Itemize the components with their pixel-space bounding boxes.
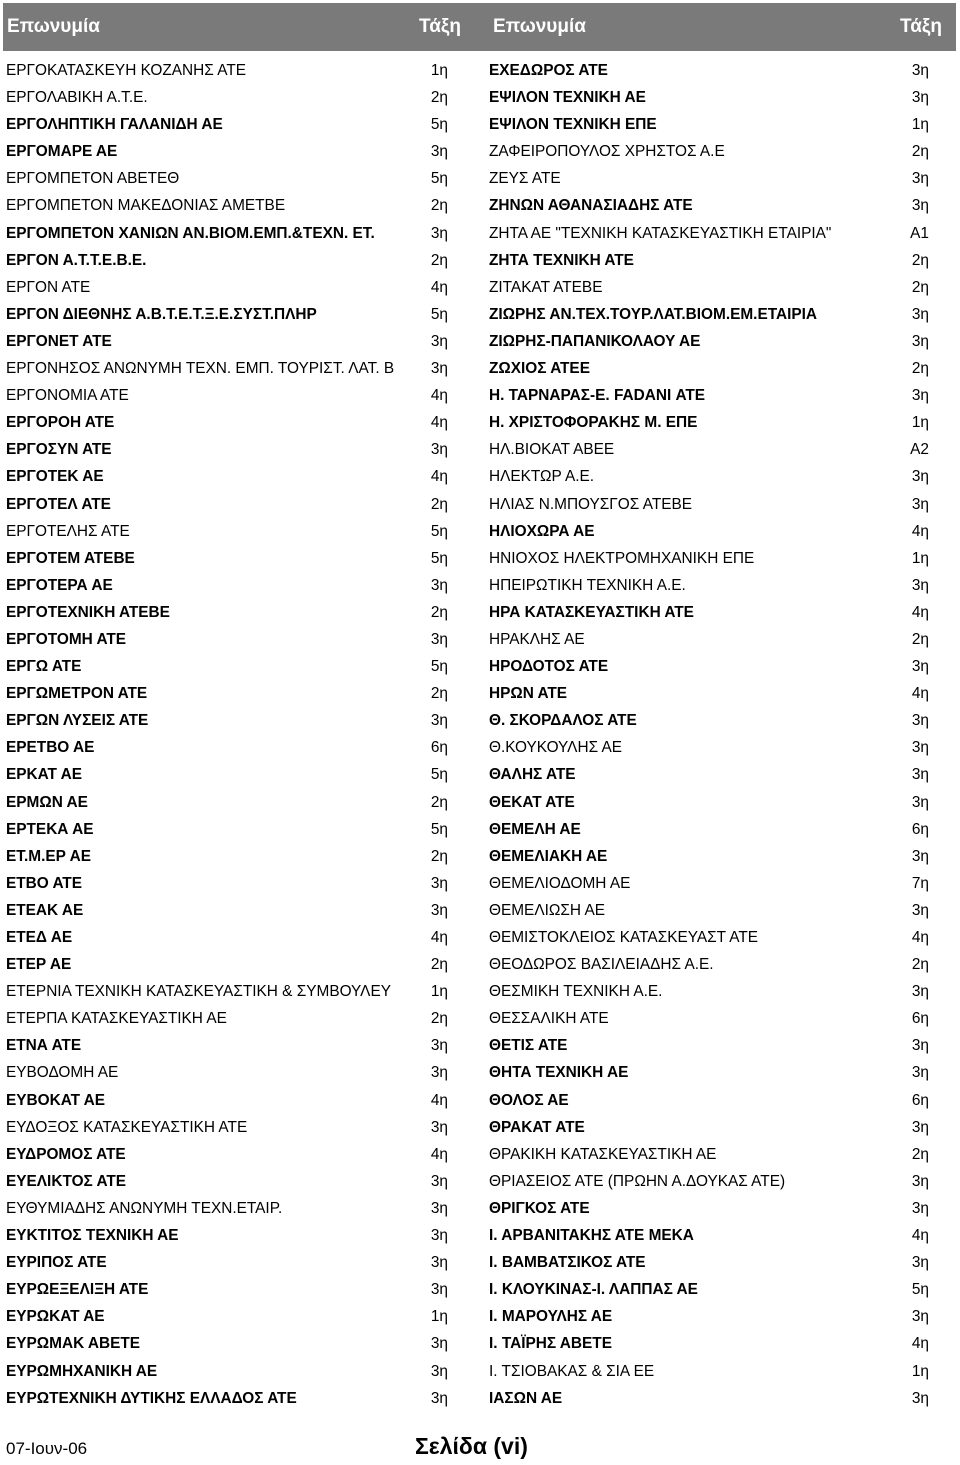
- left-company-name: ΕΡΓΟΤΕΡΑ ΑΕ: [6, 576, 113, 594]
- left-company-name: ΕΥΡΩΜΑΚ ΑΒΕΤΕ: [6, 1335, 141, 1353]
- table-row: [0, 761, 960, 788]
- right-company-rank: 3η: [911, 387, 929, 405]
- right-company-name: ΖΗΤΑ ΤΕΧΝΙΚΗ ΑΤΕ: [489, 251, 634, 269]
- left-company-rank: 3η: [430, 576, 448, 594]
- right-company-name: ΘΕΣΜΙΚΗ ΤΕΧΝΙΚΗ Α.Ε.: [489, 983, 663, 1001]
- right-company-rank: 3η: [911, 739, 929, 757]
- right-company-name: ΘΡΙΑΣΕΙΟΣ ΑΤΕ (ΠΡΩΗΝ Α.ΔΟΥΚΑΣ ΑΤΕ): [489, 1172, 786, 1190]
- footer-date: 07-Ιουν-06: [6, 1439, 88, 1458]
- left-company-rank: 3η: [430, 1254, 448, 1272]
- left-company-name: ΕΤΒΟ ΑΤΕ: [6, 874, 82, 892]
- table-row: [0, 1059, 960, 1086]
- left-company-name: ΕΡΓΟΝΕΤ ΑΤΕ: [6, 332, 112, 350]
- right-company-name: ΗΛΙΑΣ Ν.ΜΠΟΥΣΓΟΣ ΑΤΕΒΕ: [489, 495, 693, 513]
- right-company-name: ΗΛ.ΒΙΟΚΑΤ ΑΒΕΕ: [489, 441, 615, 459]
- right-company-rank: 1η: [911, 116, 929, 134]
- right-company-name: ΗΛΙΟΧΩΡΑ ΑΕ: [489, 522, 595, 540]
- right-company-rank: 3η: [911, 658, 929, 676]
- left-company-name: ΕΡΜΩΝ ΑΕ: [6, 793, 88, 811]
- table-row: [0, 328, 960, 355]
- right-company-name: ΖΙΤΑΚΑΤ ΑΤΕΒΕ: [489, 278, 603, 296]
- right-company-rank: 3η: [911, 1118, 929, 1136]
- right-company-name: ΘΕΜΕΛΙΩΣΗ ΑΕ: [489, 901, 605, 919]
- right-company-name: Ι. ΑΡΒΑΝΙΤΑΚΗΣ ΑΤΕ ΜΕΚΑ: [489, 1227, 694, 1245]
- left-company-rank: 6η: [430, 739, 448, 757]
- left-company-rank: 4η: [430, 387, 448, 405]
- left-company-name: ΕΡΓΟΡΟΗ ΑΤΕ: [6, 414, 115, 432]
- right-company-rank: 2η: [911, 630, 929, 648]
- right-company-name: Θ. ΣΚΟΡΔΑΛΟΣ ΑΤΕ: [489, 712, 637, 730]
- right-company-rank: 3η: [911, 712, 929, 730]
- left-company-name: ΕΡΚΑΤ ΑΕ: [6, 766, 82, 784]
- right-company-rank: 3η: [911, 197, 929, 215]
- right-company-name: Θ.ΚΟΥΚΟΥΛΗΣ ΑΕ: [489, 739, 623, 757]
- left-company-rank: 2η: [430, 1010, 448, 1028]
- table-row: [0, 1249, 960, 1276]
- left-company-rank: 5η: [430, 170, 448, 188]
- left-company-name: ΕΤΕΡ ΑΕ: [6, 956, 72, 974]
- left-company-name: ΕΡΤΕΚΑ ΑΕ: [6, 820, 94, 838]
- right-company-rank: 4η: [911, 929, 929, 946]
- left-company-name: ΕΥΡΩΤΕΧΝΙΚΗ ΔΥΤΙΚΗΣ ΕΛΛΑΔΟΣ ΑΤΕ: [6, 1389, 297, 1407]
- left-company-rank: 2η: [430, 685, 448, 703]
- left-company-name: ΕΡΓΟΤΕΧΝΙΚΗ ΑΤΕΒΕ: [6, 603, 170, 621]
- left-company-rank: 3η: [430, 1227, 448, 1245]
- table-row: [0, 897, 960, 924]
- right-company-rank: 3η: [911, 468, 929, 486]
- table-row: [0, 843, 960, 870]
- footer-page-number: Σελίδα (vi): [415, 1433, 528, 1459]
- table-row: [0, 680, 960, 707]
- right-company-name: ΗΡΩΝ ΑΤΕ: [489, 685, 568, 703]
- table-row: [0, 789, 960, 816]
- left-company-rank: 4η: [430, 468, 448, 486]
- left-company-rank: 3η: [430, 1064, 448, 1082]
- left-company-rank: 1η: [430, 983, 448, 1001]
- left-company-name: ΕΤΕΑΚ ΑΕ: [6, 901, 84, 919]
- left-company-rank: 2η: [430, 603, 448, 621]
- left-company-name: ΕΤΕΔ ΑΕ: [6, 929, 73, 946]
- table-row: [0, 870, 960, 897]
- left-company-name: ΕΤΕΡΝΙΑ ΤΕΧΝΙΚΗ ΚΑΤΑΣΚΕΥΑΣΤΙΚΗ & ΣΥΜΒΟΥΛΕΥ: [6, 983, 391, 1001]
- table-row: [0, 707, 960, 734]
- left-company-name: ΕΥΔΟΞΟΣ ΚΑΤΑΣΚΕΥΑΣΤΙΚΗ ΑΤΕ: [6, 1118, 248, 1136]
- right-company-rank: 4η: [911, 1335, 929, 1353]
- right-company-rank: 4η: [911, 522, 929, 540]
- left-company-name: ΕΡΓΟΜΠΕΤΟΝ ΜΑΚΕΔΟΝΙΑΣ ΑΜΕΤΒΕ: [6, 197, 286, 215]
- left-company-name: ΕΤ.Μ.ΕΡ ΑΕ: [6, 847, 91, 865]
- left-company-rank: 5η: [430, 522, 448, 540]
- table-row: [0, 491, 960, 518]
- left-company-name: ΕΡΓΟΝ ΔΙΕΘΝΗΣ Α.Β.Τ.Ε.Τ.Ξ.Ε.ΣΥΣΤ.ΠΛΗΡ: [6, 305, 317, 323]
- table-row: [0, 409, 960, 436]
- right-company-rank: 3η: [911, 576, 929, 594]
- left-company-name: ΕΡΓΟΛΗΠΤΙΚΗ ΓΑΛΑΝΙΔΗ ΑΕ: [6, 116, 223, 134]
- table-row: [0, 1087, 960, 1114]
- right-company-name: ΘΕΜΕΛΙΟΔΟΜΗ ΑΕ: [489, 874, 631, 892]
- left-company-name: ΕΡΓΩ ΑΤΕ: [6, 658, 82, 676]
- table-row: [0, 463, 960, 490]
- header-rank-column-2: Τάξη: [900, 16, 942, 37]
- left-company-rank: 2η: [430, 956, 448, 974]
- right-company-name: Η. ΤΑΡΝΑΡΑΣ-Ε. FADANI ΑΤΕ: [489, 387, 706, 405]
- table-row: [0, 436, 960, 463]
- header-name-column-2: Επωνυμία: [493, 16, 586, 37]
- table-row: [0, 572, 960, 599]
- right-company-rank: 1η: [911, 549, 929, 567]
- table-header: [3, 3, 956, 51]
- right-company-rank: 3η: [911, 1254, 929, 1272]
- left-company-rank: 3η: [430, 630, 448, 648]
- right-company-rank: 3η: [911, 847, 929, 865]
- right-company-name: ΖΙΩΡΗΣ-ΠΑΠΑΝΙΚΟΛΑΟΥ ΑΕ: [489, 332, 701, 350]
- left-company-name: ΕΡΕΤΒΟ ΑΕ: [6, 739, 95, 757]
- table-row: [0, 951, 960, 978]
- left-company-name: ΕΡΓΟΝΗΣΟΣ ΑΝΩΝΥΜΗ ΤΕΧΝ. ΕΜΠ. ΤΟΥΡΙΣΤ. ΛΑΤ. Β: [6, 360, 395, 378]
- left-company-rank: 3η: [430, 1199, 448, 1217]
- right-company-rank: 3η: [911, 901, 929, 919]
- left-company-name: ΕΡΓΟΝ Α.Τ.Τ.Ε.Β.Ε.: [6, 251, 147, 269]
- left-company-rank: 3η: [430, 874, 448, 892]
- left-company-rank: 4η: [430, 1091, 448, 1109]
- table-row: [0, 301, 960, 328]
- right-company-name: ΘΡΑΚΑΤ ΑΤΕ: [489, 1118, 585, 1136]
- left-company-name: ΕΡΓΟΜΠΕΤΟΝ ΑΒΕΤΕΘ: [6, 170, 180, 188]
- left-company-rank: 2η: [430, 197, 448, 215]
- left-company-name: ΕΡΓΩΜΕΤΡΟΝ ΑΤΕ: [6, 685, 148, 703]
- left-company-name: ΕΥΡΩΕΞΕΛΙΞΗ ΑΤΕ: [6, 1281, 149, 1299]
- right-company-rank: 7η: [911, 874, 929, 892]
- left-company-rank: 3η: [430, 1037, 448, 1055]
- left-company-name: ΕΥΘΥΜΙΑΔΗΣ ΑΝΩΝΥΜΗ ΤΕΧΝ.ΕΤΑΙΡ.: [6, 1199, 283, 1217]
- table-row: [0, 1385, 960, 1412]
- table-row: [0, 924, 960, 951]
- page-footer: [0, 1425, 960, 1465]
- left-company-rank: 3η: [430, 1281, 448, 1299]
- right-company-rank: 3η: [911, 89, 929, 107]
- left-company-name: ΕΡΓΟΤΕΛ ΑΤΕ: [6, 495, 111, 513]
- company-list: [0, 57, 960, 1412]
- left-company-name: ΕΥΡΩΚΑΤ ΑΕ: [6, 1308, 105, 1326]
- left-company-rank: 3η: [430, 1172, 448, 1190]
- right-company-name: ΘΡΑΚΙΚΗ ΚΑΤΑΣΚΕΥΑΣΤΙΚΗ ΑΕ: [489, 1145, 717, 1163]
- right-company-rank: 3η: [911, 170, 929, 188]
- right-company-name: Ι. ΤΑΪΡΗΣ ΑΒΕΤΕ: [489, 1335, 612, 1353]
- right-company-name: ΘΗΤΑ ΤΕΧΝΙΚΗ ΑΕ: [489, 1064, 629, 1082]
- right-company-rank: 3η: [911, 62, 929, 79]
- right-company-rank: 6η: [911, 1091, 929, 1109]
- left-company-rank: 3η: [430, 712, 448, 730]
- right-company-name: ΘΕΤΙΣ ΑΤΕ: [489, 1037, 568, 1055]
- right-company-rank: 6η: [911, 1010, 929, 1028]
- left-company-rank: 3η: [430, 901, 448, 919]
- left-company-rank: 4η: [430, 278, 448, 296]
- left-company-name: ΕΥΒΟΔΟΜΗ ΑΕ: [6, 1064, 119, 1082]
- left-company-name: ΕΡΓΟΤΕΚ ΑΕ: [6, 468, 104, 486]
- left-company-name: ΕΡΓΟΚΑΤΑΣΚΕΥΗ ΚΟΖΑΝΗΣ ΑΤΕ: [6, 62, 246, 79]
- left-company-rank: 3η: [430, 441, 448, 459]
- table-row: [0, 1032, 960, 1059]
- left-company-name: ΕΤΝΑ ΑΤΕ: [6, 1037, 82, 1055]
- left-company-rank: 3η: [430, 224, 448, 242]
- table-row: [0, 1330, 960, 1357]
- right-company-rank: 2η: [911, 251, 929, 269]
- left-company-rank: 5η: [430, 305, 448, 323]
- right-company-rank: 2η: [911, 956, 929, 974]
- right-company-name: ΖΩΧΙΟΣ ΑΤΕΕ: [489, 360, 590, 378]
- left-company-name: ΕΥΡΙΠΟΣ ΑΤΕ: [6, 1254, 107, 1272]
- table-row: [0, 816, 960, 843]
- right-company-name: ΖΑΦΕΙΡΟΠΟΥΛΟΣ ΧΡΗΣΤΟΣ Α.Ε: [489, 143, 725, 161]
- right-company-name: ΘΕΜΕΛΗ ΑΕ: [489, 820, 581, 838]
- right-company-name: ΘΕΜΕΛΙΑΚΗ ΑΕ: [489, 847, 608, 865]
- right-company-rank: 3η: [911, 1308, 929, 1326]
- right-company-rank: 4η: [911, 603, 929, 621]
- right-company-rank: 3η: [911, 1064, 929, 1082]
- table-row: [0, 382, 960, 409]
- header-name-column-1: Επωνυμία: [7, 16, 100, 37]
- left-company-name: ΕΡΓΟΤΟΜΗ ΑΤΕ: [6, 630, 126, 648]
- right-company-rank: 2η: [911, 278, 929, 296]
- right-company-name: ΖΗΝΩΝ ΑΘΑΝΑΣΙΑΔΗΣ ΑΤΕ: [489, 197, 693, 215]
- left-company-name: ΕΡΓΟΜΠΕΤΟΝ ΧΑΝΙΩΝ ΑΝ.ΒΙΟΜ.ΕΜΠ.&ΤΕΧΝ. ΕΤ.: [6, 224, 375, 242]
- left-company-rank: 5η: [430, 116, 448, 134]
- table-row: [0, 653, 960, 680]
- right-company-rank: 3η: [911, 495, 929, 513]
- left-company-rank: 3η: [430, 1118, 448, 1136]
- left-company-rank: 2η: [430, 793, 448, 811]
- table-row: [0, 111, 960, 138]
- table-row: [0, 165, 960, 192]
- left-company-rank: 3η: [430, 332, 448, 350]
- right-company-name: ΗΝΙΟΧΟΣ ΗΛΕΚΤΡΟΜΗΧΑΝΙΚΗ ΕΠΕ: [489, 549, 755, 567]
- right-company-name: Ι. ΜΑΡΟΥΛΗΣ ΑΕ: [489, 1308, 613, 1326]
- left-company-name: ΕΡΓΟΜΑΡΕ ΑΕ: [6, 143, 118, 161]
- right-company-rank: 4η: [911, 685, 929, 703]
- left-company-name: ΕΥΕΛΙΚΤΟΣ ΑΤΕ: [6, 1172, 126, 1190]
- left-company-name: ΕΡΓΟΛΑΒΙΚΗ Α.Τ.Ε.: [6, 89, 148, 107]
- table-row: [0, 192, 960, 219]
- right-company-name: ΗΛΕΚΤΩΡ Α.Ε.: [489, 468, 595, 486]
- right-company-name: ΖΗΤΑ ΑΕ "ΤΕΧΝΙΚΗ ΚΑΤΑΣΚΕΥΑΣΤΙΚΗ ΕΤΑΙΡΙΑ": [489, 224, 832, 242]
- table-row: [0, 1303, 960, 1330]
- right-company-name: ΕΨΙΛΟΝ ΤΕΧΝΙΚΗ ΑΕ: [489, 89, 646, 107]
- left-company-rank: 3η: [430, 1389, 448, 1407]
- left-company-name: ΕΡΓΟΝΟΜΙΑ ΑΤΕ: [6, 387, 129, 405]
- right-company-name: Η. ΧΡΙΣΤΟΦΟΡΑΚΗΣ Μ. ΕΠΕ: [489, 414, 698, 432]
- left-company-name: ΕΤΕΡΠΑ ΚΑΤΑΣΚΕΥΑΣΤΙΚΗ ΑΕ: [6, 1010, 227, 1028]
- right-company-rank: 6η: [911, 820, 929, 838]
- left-company-rank: 3η: [430, 1335, 448, 1353]
- right-company-rank: 3η: [911, 1199, 929, 1217]
- right-company-name: ΙΑΣΩΝ ΑΕ: [489, 1389, 563, 1407]
- right-company-rank: 1η: [911, 414, 929, 432]
- left-company-rank: 1η: [430, 62, 448, 79]
- table-row: [0, 247, 960, 274]
- table-row: [0, 1141, 960, 1168]
- left-company-rank: 3η: [430, 143, 448, 161]
- left-company-name: ΕΡΓΩΝ ΛΥΣΕΙΣ ΑΤΕ: [6, 712, 149, 730]
- right-company-rank: 3η: [911, 332, 929, 350]
- table-row: [0, 1168, 960, 1195]
- right-company-name: ΘΕΜΙΣΤΟΚΛΕΙΟΣ ΚΑΤΑΣΚΕΥΑΣΤ ΑΤΕ: [489, 929, 758, 946]
- left-company-name: ΕΥΔΡΟΜΟΣ ΑΤΕ: [6, 1145, 126, 1163]
- right-company-name: ΗΡΟΔΟΤΟΣ ΑΤΕ: [489, 658, 609, 676]
- left-company-rank: 2η: [430, 251, 448, 269]
- left-company-rank: 2η: [430, 847, 448, 865]
- left-company-name: ΕΡΓΟΝ ΑΤΕ: [6, 278, 91, 296]
- table-row: [0, 1005, 960, 1032]
- right-company-rank: 5η: [911, 1281, 929, 1299]
- right-company-name: ΘΕΣΣΑΛΙΚΗ ΑΤΕ: [489, 1010, 609, 1028]
- right-company-rank: 3η: [911, 793, 929, 811]
- right-company-name: ΕΧΕΔΩΡΟΣ ΑΤΕ: [489, 62, 608, 79]
- left-company-name: ΕΥΡΩΜΗΧΑΝΙΚΗ ΑΕ: [6, 1362, 158, 1380]
- left-company-name: ΕΥΚΤΙΤΟΣ ΤΕΧΝΙΚΗ ΑΕ: [6, 1227, 179, 1245]
- right-company-name: ΗΠΕΙΡΩΤΙΚΗ ΤΕΧΝΙΚΗ Α.Ε.: [489, 576, 686, 594]
- left-company-rank: 4η: [430, 929, 448, 946]
- right-company-rank: 3η: [911, 1389, 929, 1407]
- right-company-name: ΘΡΙΓΚΟΣ ΑΤΕ: [489, 1199, 590, 1217]
- right-company-name: ΘΕΚΑΤ ΑΤΕ: [489, 793, 575, 811]
- left-company-rank: 2η: [430, 89, 448, 107]
- left-company-rank: 3η: [430, 360, 448, 378]
- left-company-rank: 1η: [430, 1308, 448, 1326]
- right-company-rank: 2η: [911, 1145, 929, 1163]
- right-company-name: ΖΕΥΣ ΑΤΕ: [489, 170, 561, 188]
- left-company-rank: 2η: [430, 495, 448, 513]
- right-company-rank: Α2: [910, 441, 929, 459]
- left-company-name: ΕΥΒΟΚΑΤ ΑΕ: [6, 1091, 106, 1109]
- right-company-rank: 3η: [911, 1172, 929, 1190]
- table-row: [0, 518, 960, 545]
- table-row: [0, 220, 960, 247]
- left-company-rank: 5η: [430, 549, 448, 567]
- right-company-rank: Α1: [910, 224, 929, 242]
- table-row: [0, 599, 960, 626]
- left-company-rank: 4η: [430, 414, 448, 432]
- header-rank-column-1: Τάξη: [419, 16, 461, 37]
- table-row: [0, 978, 960, 1005]
- table-row: [0, 274, 960, 301]
- table-row: [0, 84, 960, 111]
- table-row: [0, 1195, 960, 1222]
- table-row: [0, 734, 960, 761]
- right-company-name: Ι. ΒΑΜΒΑΤΣΙΚΟΣ ΑΤΕ: [489, 1254, 646, 1272]
- table-row: [0, 1358, 960, 1385]
- right-company-rank: 3η: [911, 766, 929, 784]
- left-company-rank: 5η: [430, 658, 448, 676]
- right-company-rank: 2η: [911, 360, 929, 378]
- right-company-name: ΕΨΙΛΟΝ ΤΕΧΝΙΚΗ ΕΠΕ: [489, 116, 657, 134]
- left-company-name: ΕΡΓΟΤΕΜ ΑΤΕΒΕ: [6, 549, 135, 567]
- right-company-rank: 3η: [911, 305, 929, 323]
- right-company-name: ΘΑΛΗΣ ΑΤΕ: [489, 766, 576, 784]
- right-company-rank: 3η: [911, 983, 929, 1001]
- right-company-rank: 1η: [911, 1362, 929, 1380]
- table-row: [0, 1222, 960, 1249]
- left-company-name: ΕΡΓΟΣΥΝ ΑΤΕ: [6, 441, 112, 459]
- right-company-name: Ι. ΤΣΙΟΒΑΚΑΣ & ΣΙΑ ΕΕ: [489, 1362, 655, 1380]
- table-row: [0, 1276, 960, 1303]
- left-company-rank: 3η: [430, 1362, 448, 1380]
- table-row: [0, 355, 960, 382]
- left-company-rank: 5η: [430, 766, 448, 784]
- table-row: [0, 626, 960, 653]
- right-company-rank: 3η: [911, 1037, 929, 1055]
- right-company-rank: 4η: [911, 1227, 929, 1245]
- table-row: [0, 57, 960, 84]
- right-company-name: ΗΡΑ ΚΑΤΑΣΚΕΥΑΣΤΙΚΗ ΑΤΕ: [489, 603, 694, 621]
- right-company-rank: 2η: [911, 143, 929, 161]
- right-company-name: ΘΟΛΟΣ ΑΕ: [489, 1091, 569, 1109]
- table-row: [0, 138, 960, 165]
- table-row: [0, 545, 960, 572]
- right-company-name: Ι. ΚΛΟΥΚΙΝΑΣ-Ι. ΛΑΠΠΑΣ ΑΕ: [489, 1281, 698, 1299]
- left-company-rank: 5η: [430, 820, 448, 838]
- table-row: [0, 1114, 960, 1141]
- left-company-name: ΕΡΓΟΤΕΛΗΣ ΑΤΕ: [6, 522, 130, 540]
- right-company-name: ΗΡΑΚΛΗΣ ΑΕ: [489, 630, 585, 648]
- left-company-rank: 4η: [430, 1145, 448, 1163]
- right-company-name: ΘΕΟΔΩΡΟΣ ΒΑΣΙΛΕΙΑΔΗΣ Α.Ε.: [489, 956, 714, 974]
- right-company-name: ΖΙΩΡΗΣ ΑΝ.ΤΕΧ.ΤΟΥΡ.ΛΑΤ.ΒΙΟΜ.ΕΜ.ΕΤΑΙΡΙΑ: [489, 305, 818, 323]
